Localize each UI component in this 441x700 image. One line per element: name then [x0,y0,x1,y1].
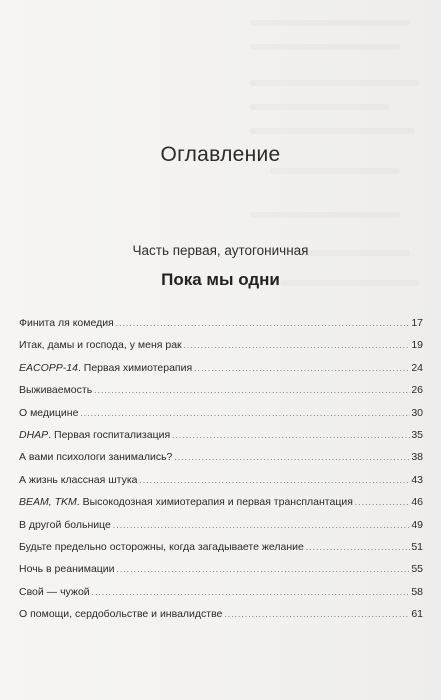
toc-entry[interactable] [19,357,423,379]
toc-entry-text: Ночь в реанимации [19,563,115,576]
toc-entry-title [19,402,80,424]
toc-page-number: 24 [411,361,423,374]
bleed-through-line [270,168,400,174]
contents-heading: Оглавление [160,143,281,166]
toc-entry-text: . Первая госпитализация [48,428,171,441]
toc-dot-leader [140,470,411,492]
toc-entry-text: О медицине [19,406,79,419]
toc-page-number: 58 [411,585,423,598]
toc-page-number: 46 [411,496,423,509]
toc-page-number: 30 [411,406,423,419]
toc-entry[interactable] [19,469,423,491]
toc-page-number: 51 [411,540,423,553]
toc-entry-title [19,446,174,468]
toc-entry[interactable] [19,603,423,625]
toc-entry-text: О помощи, сердобольстве и инвалидстве [19,608,223,621]
toc-dot-leader [306,537,410,559]
toc-entry-title [19,603,224,625]
bleed-through-line [250,128,415,134]
toc-entry[interactable] [19,581,423,603]
toc-page-number: 26 [411,384,423,397]
toc-dot-leader [94,380,410,402]
toc-entry-text: Свой — чужой [19,585,90,598]
toc-entry-code: EACOPP-14 [19,361,78,374]
toc-entry-code: BEAM, TKM [19,496,77,509]
toc-entry-title [19,424,172,446]
toc-entry-title [19,514,113,536]
toc-dot-leader [184,335,411,357]
toc-entry[interactable] [19,558,423,580]
bleed-through-line [250,44,400,50]
toc-page-number: 61 [411,608,423,621]
toc-entry-text: Итак, дамы и господа, у меня рак [19,339,182,352]
bleed-through-line [250,20,410,26]
toc-entry-title [19,379,94,401]
toc-entry-title [19,536,306,558]
toc-dot-leader [116,313,411,335]
toc-entry-title [19,558,117,580]
toc-page-number: 49 [411,518,423,531]
toc-entry-text: . Первая химиотерапия [77,361,193,374]
toc-page-number: 55 [411,563,423,576]
toc-entry[interactable] [19,514,423,536]
toc-entry-text: Выживаемость [19,384,93,397]
toc-entry-code: DHAP [19,428,49,441]
toc-entry-title [19,469,140,491]
toc-entry-title [19,357,194,379]
toc-dot-leader [113,515,410,537]
toc-page-number: 17 [411,317,423,329]
toc-entry[interactable] [19,491,423,513]
toc-page-number: 38 [411,451,423,464]
bleed-through-line [250,80,420,86]
toc-entry-title [19,334,184,356]
toc-entry-text: Будьте предельно осторожны, когда загадываете желание [19,540,304,553]
toc-entry-title [19,312,116,334]
toc-entry[interactable] [19,379,423,401]
toc-entry[interactable] [19,402,423,424]
toc-entry[interactable] [19,536,423,558]
toc-page-number: 35 [411,428,423,441]
toc-dot-leader [117,559,411,581]
toc-dot-leader [355,492,410,514]
toc-entry-text: . Высокодозная химиотерапия и первая трансплантация [76,496,353,509]
toc-dot-leader [172,425,410,447]
part-title: Пока мы одни [161,270,280,289]
table-of-contents [19,312,423,625]
toc-entry[interactable] [19,446,423,468]
toc-entry-text: Финита ля комедия [19,317,114,329]
toc-entry[interactable] [19,312,423,334]
bleed-through-line [250,104,390,110]
toc-dot-leader [194,358,410,380]
bleed-through-line [250,212,400,218]
toc-entry[interactable] [19,424,423,446]
toc-entry[interactable] [19,334,423,356]
toc-entry-text: В другой больнице [19,518,111,531]
toc-dot-leader [224,604,410,626]
toc-dot-leader [174,447,410,469]
toc-entry-text: А вами психологи занимались? [19,451,173,464]
toc-page-number: 43 [411,473,423,486]
part-subtitle: Часть первая, аутогоничная [132,243,309,258]
toc-entry-title [19,491,355,513]
toc-dot-leader [92,582,411,604]
toc-page-number: 19 [411,339,423,352]
toc-entry-title [19,581,92,603]
toc-dot-leader [80,403,410,425]
toc-entry-text: А жизнь классная штука [19,473,138,486]
